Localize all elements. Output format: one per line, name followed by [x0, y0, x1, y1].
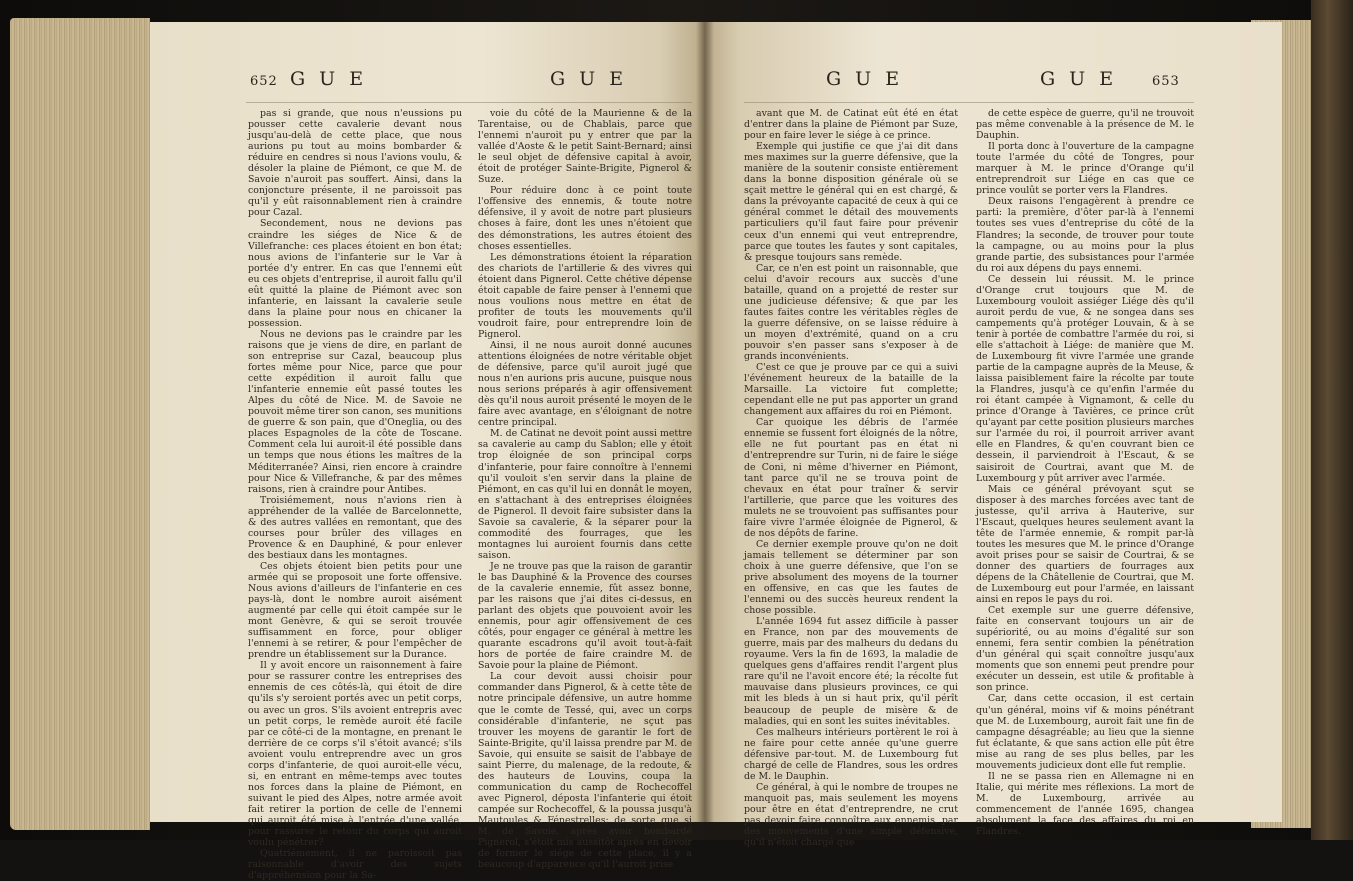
- paragraph: Exemple qui justifie ce que j'ai dit dans mes maximes sur la guerre défensive, que la manière de la soutenir consiste entièrement dans la bonne disposition générale où se sçait mettre le général qui en est chargé, & dans la prévoyante capacité de ceux à qui ce général commet le détail des mouvements particuliers qu'il faut faire pour prévenir ceux d'un ennemi qui veut entreprendre, parce que toutes les fautes y sont capitales, & presque toujours sans remède.: [744, 141, 958, 263]
- left-page-number: 652: [250, 74, 278, 89]
- left-column-1: [248, 108, 462, 881]
- paragraph: Il ne se passa rien en Allemagne ni en Italie, qui mérite mes réflexions. La mort de M. de Luxembourg, arrivée au commencement de l'année 1695, changea absolument la face des affaires du roi en Flandres.: [976, 770, 1194, 838]
- paragraph: Car, ce n'en est point un raisonnable, que celui d'avoir recours aux succès d'une bataille, quand on a projetté de rester sur une judicieuse défensive; & que par les fautes faites contre les véritables règles de la guerre défensive, on se laisse réduire à un moyen d'extrémité, quand on a cru pouvoir s'en passer sans s'exposer à de grands inconvénients.: [744, 262, 958, 363]
- left-header-right: GUE: [550, 68, 638, 90]
- paragraph: Ces malheurs intérieurs portèrent le roi à ne faire pour cette année qu'une guerre défensive par-tout. M. de Luxembourg fut chargé de celle de Flandres, sous les ordres de M. le Dauphin.: [744, 726, 958, 782]
- left-header-left: GUE: [290, 68, 378, 90]
- right-page: [704, 22, 1282, 849]
- paragraph: Ces objets étoient bien petits pour une armée qui se proposoit une forte offensive. Nous avions d'ailleurs de l'infanterie en ces pays-là, dont le nombre auroit aisément augmenté par celle qui étoit campée sur le mont Genèvre, & qui se seroit trouvée suffisamment en force, pour obliger l'ennemi à se retirer, & pour l'empêcher de prendre un établissement sur la Durance.: [248, 560, 462, 661]
- paragraph: de cette espèce de guerre, qu'il ne trouvoit pas même convenable à la présence de M. le Dauphin.: [976, 108, 1194, 142]
- book-gutter: [696, 22, 714, 822]
- right-page-number: 653: [1152, 74, 1180, 89]
- paragraph: M. de Catinat ne devoit point aussi mettre sa cavalerie au camp du Sablon; elle y étoit trop éloignée de son principal corps d'infanterie, pour faire connoître à l'ennemi qu'il vouloit s'en servir dans la plaine de Piémont, en cas qu'il lui en donnât le moyen, en s'attachant à des entreprises éloignées de Pignerol. Il devoit faire subsister dans la Savoie sa cavalerie, & la séparer pour la commodité des fourrages, que les montagnes lui auroient fournis dans cette saison.: [478, 428, 692, 561]
- page-edges-left: [10, 18, 150, 830]
- paragraph: Je ne trouve pas que la raison de garantir le bas Dauphiné & la Provence des courses de la cavalerie ennemie, fût assez bonne, par les raisons que j'ai dites ci-dessus, en parlant des objets que pouvoient avoir les ennemis, pour agir offensivement de ces côtés, pour engager ce général à mettre les quarante escadrons qu'il avoit tout-à-fait hors de portée de faire craindre M. de Savoie pour la plaine de Piémont.: [478, 560, 692, 672]
- paragraph: C'est ce que je prouve par ce qui a suivi l'événement heureux de la bataille de la Marsaille. La victoire fut complette; cependant elle ne put pas apporter un grand changement aux affaires du roi en Piémont.: [744, 362, 958, 418]
- paragraph: Il porta donc à l'ouverture de la campagne toute l'armée du côté de Tongres, pour marquer à M. le prince d'Orange qu'il entreprendroit sur Liége en cas que ce prince voulût se porter vers la Flandres.: [976, 141, 1194, 197]
- paragraph: Secondement, nous ne devions pas craindre les siéges de Nice & de Villefranche: ces places étoient en bon état; nous avions de l'infanterie sur le Var à portée d'y entrer. En cas que l'ennemi eût eu ces objets d'entreprise, il auroit fallu qu'il eût quitté la plaine de Piémont avec son infanterie, en laissant la cavalerie seule dans la plaine pour nous en chicaner la possession.: [248, 218, 462, 329]
- paragraph: Ce dernier exemple prouve qu'on ne doit jamais tellement se déterminer par son choix à une guerre défensive, que l'on se prive absolument des moyens de la tourner en offensive, en cas que les fautes de l'ennemi ou des succès heureux rendent la chose possible.: [744, 538, 958, 617]
- paragraph: Deux raisons l'engagèrent à prendre ce parti: la première, d'ôter par-là à l'ennemi toutes ses vues d'entreprise du côté de la Flandres; la seconde, de trouver pour toute la campagne, ou au moins pour la plus grande partie, des subsistances pour l'armée du roi aux dépens du pays ennemi.: [976, 196, 1194, 274]
- paragraph: voie du côté de la Maurienne & de la Tarentaise, ou de Chablais, parce que l'ennemi n'auroit pu y entrer que par la vallée d'Aoste & le petit Saint-Bernard; ainsi le seul objet de défensive capital à avoir, étoit de protéger Sainte-Brigite, Pignerol & Suze.: [478, 108, 692, 186]
- paragraph: Il y avoit encore un raisonnement à faire pour se rassurer contre les entreprises des ennemis de ces côtés-là, qui étoit de dire qu'ils s'y seroient portés avec un petit corps, ou avec un gros. S'ils avoient entrepris avec un petit corps, le remède auroit été facile par ce côté-ci de la montagne, en prenant le derrière de ce corps s'il s'étoit avancé; s'ils avoient voulu entreprendre avec un gros corps d'infanterie, de quoi auroit-elle vécu, si, en entrant en même-temps avec toutes nos forces dans la plaine de Piémont, en suivant le pied des Alpes, notre armée avoit fait retirer la portion de celle de l'ennemi qui auroit été mise à l'entrée d'une vallée, pour rassurer le retour du corps qui auroit voulu pénétrer?: [248, 660, 462, 849]
- paragraph: Ce dessein lui réussit. M. le prince d'Orange crut toujours que M. de Luxembourg vouloit assiéger Liége dès qu'il auroit perdu de vue, & ne songea dans ses campements qu'à protéger Louvain, & à se tenir à portée de combattre l'armée du roi, si elle s'attachoit à Liége: de manière que M. de Luxembourg fit vivre l'armée une grande partie de la campagne auprès de la Meuse, & laissa paisiblement faire la récolte par toute la Flandres, jusqu'à ce qu'enfin l'armée du roi étant campée à Vignamont, & celle du prince d'Orange à Tavières, ce prince crût qu'ayant par cette position plusieurs marches sur l'armée du roi, il pourroit arriver avant elle en Flandres, & qu'en couvrant bien ce dessein, il parviendroit à l'Escaut, & se saisiroit de Courtrai, avant que M. de Luxembourg y pût arriver avec l'armée.: [976, 273, 1194, 484]
- left-page: [150, 22, 704, 881]
- paragraph: Quatriémement, il ne paroissoit pas raisonnable d'avoir des sujets d'appréhension pour la Sa-: [248, 848, 462, 881]
- paragraph: Ainsi, il ne nous auroit donné aucunes attentions éloignées de notre véritable objet de défensive, parce qu'il auroit jugé que nous n'en aurions pris aucune, puisque nous nous serions préparés à agir offensivement dès qu'il nous auroit présenté le moyen de le faire avec avantage, en s'éloignant de notre centre principal.: [478, 339, 692, 429]
- paragraph: Car quoique les débris de l'armée ennemie se fussent fort éloignés de la nôtre, elle ne fut pourtant pas en état ni d'entreprendre sur Turin, ni de faire le siége de Coni, ni même d'hiverner en Piémont, tant parce qu'il ne se trouva point de chevaux en état pour traîner & servir l'artillerie, que parce que les voitures des mulets ne se trouvoient pas suffisantes pour faire vivre l'armée éloignée de Pignerol, & de nos dépôts de farine.: [744, 417, 958, 539]
- paragraph: avant que M. de Catinat eût été en état d'entrer dans la plaine de Piémont par Suze, pour en faire lever le siége à ce prince.: [744, 108, 958, 142]
- paragraph: L'année 1694 fut assez difficile à passer en France, non par des mouvements de guerre, mais par des malheurs du dedans du royaume. Vers la fin de 1693, la maladie de quelques gens d'affaires rendit l'argent plus rare qu'il ne l'avoit encore été; la récolte fut mauvaise dans plusieurs provinces, ce qui mit les bleds à un si haut prix, qu'il pérît beaucoup de peuple de misère & de maladies, qui en sont les suites inévitables.: [744, 616, 958, 727]
- paragraph: Car, dans cette occasion, il est certain qu'un général, moins vif & moins pénétrant que M. de Luxembourg, auroit fait une fin de campagne désagréable; au lieu que la sienne fut éclatante, & que sans action elle pût être mise au rang de ses plus belles, par les mouvements judicieux dont elle fut remplie.: [976, 693, 1194, 771]
- right-header-right: GUE: [1040, 68, 1128, 90]
- paragraph: Pour réduire donc à ce point toute l'offensive des ennemis, & toute notre défensive, il y avoit de notre part plusieurs choses à faire, dont les unes n'étoient que des démonstrations, les autres étoient des choses essentielles.: [478, 185, 692, 252]
- right-column-2: [976, 108, 1194, 838]
- paragraph: Ce général, à qui le nombre de troupes ne manquoit pas, mais seulement les moyens pour être en état d'entreprendre, ne crut pas devoir faire connoître aux ennemis, par des mouvements d'une simple défensive, qu'il n'étoit chargé que: [744, 781, 958, 849]
- paragraph: Nous ne devions pas le craindre par les raisons que je viens de dire, en parlant de son entreprise sur Cazal, beaucoup plus fortes même pour Nice, parce que pour cette expédition il auroit fallu que l'infanterie ennemie eût passé toutes les Alpes du côté de Nice. M. de Savoie ne pouvoit même tirer son canon, ses munitions de guerre & son pain, que d'Oneglia, ou des places Espagnoles de la côte de Toscane. Comment cela lui auroit-il été possible dans un temps que nous étions les maîtres de la Méditerranée? Ainsi, rien encore à craindre pour Nice & Villefranche, & par des mêmes raisons, rien à craindre pour Antibes.: [248, 328, 462, 495]
- left-column-2: [478, 108, 692, 871]
- paragraph: pas si grande, que nous n'eussions pu pousser cette cavalerie devant nous jusqu'au-delà de cette place, que nous aurions pu tout au moins bombarder & réduire en cendres si nous l'avions voulu, & désoler la plaine de Piémont, ce que M. de Savoie n'auroit pas souffert. Ainsi, dans la conjoncture présente, il ne paroissoit pas qu'il y eût raisonnablement rien à craindre pour Cazal.: [248, 108, 462, 219]
- paragraph: Troisiémement, nous n'avions rien à appréhender de la vallée de Barcelonnette, & des autres vallées en remontant, que des courses pour brûler des villages en Provence & en Dauphiné, & pour enlever des bestiaux dans les montagnes.: [248, 494, 462, 561]
- paragraph: Les démonstrations étoient la réparation des chariots de l'artillerie & des vivres qui étoient dans Pignerol. Cette chétive dépense étoit capable de faire penser à l'ennemi que nous voulions nous mettre en état de profiter de touts les mouvements qu'il voudroit faire, pour entreprendre loin de Pignerol.: [478, 251, 692, 340]
- paragraph: Cet exemple sur une guerre défensive, faite en conservant toujours un air de supériorité, ou au moins d'égalité sur son ennemi, fera sentir combien la pénétration d'un général qui sçait connoître jusqu'aux moments que son ennemi peut prendre pour exécuter un dessein, est utile & profitable à son prince.: [976, 605, 1194, 694]
- right-column-1: [744, 108, 958, 849]
- right-header-left: GUE: [826, 68, 914, 90]
- left-header-rule: [246, 102, 692, 103]
- right-header-rule: [744, 102, 1194, 103]
- paragraph: Mais ce général prévoyant sçut se disposer à des marches forcées avec tant de justesse, qu'il arriva à Hauterive, sur l'Escaut, quelques heures seulement avant la tête de l'armée ennemie, & rompit par-là toutes les mesures que M. le prince d'Orange avoit prises pour se saisir de Courtrai, & se donner des quartiers de fourrages aux dépens de la Châtellenie de Courtrai, que M. de Luxembourg eut pour l'armée, en laissant ainsi en repos le pays du roi.: [976, 483, 1194, 606]
- paragraph: La cour devoit aussi choisir pour commander dans Pignerol, & à cette tête de notre principale défensive, un autre homme que le comte de Tessé, qui, avec un corps considérable d'infanterie, ne sçut pas trouver les moyens de garantir le fort de Sainte-Brigite, qu'il laissa prendre par M. de Savoie, qui ensuite se saisit de l'abbaye de saint Pierre, du malenage, de la redoute, & des hauteurs de Louvins, coupa la communication du camp de Rochecoffel avec Pignerol, déposta l'infanterie qui étoit campée sur Rochecoffel, & la poussa jusqu'à Mautoules & Fénestrelles; de sorte que si M. de Savoie, après avoir bombardé Pignerol, s'étoit mis aussitôt après en devoir de former le siége de cette place, il y a beaucoup d'apparence qu'il l'auroit prise: [478, 671, 692, 871]
- book-cover-right: [1311, 0, 1353, 840]
